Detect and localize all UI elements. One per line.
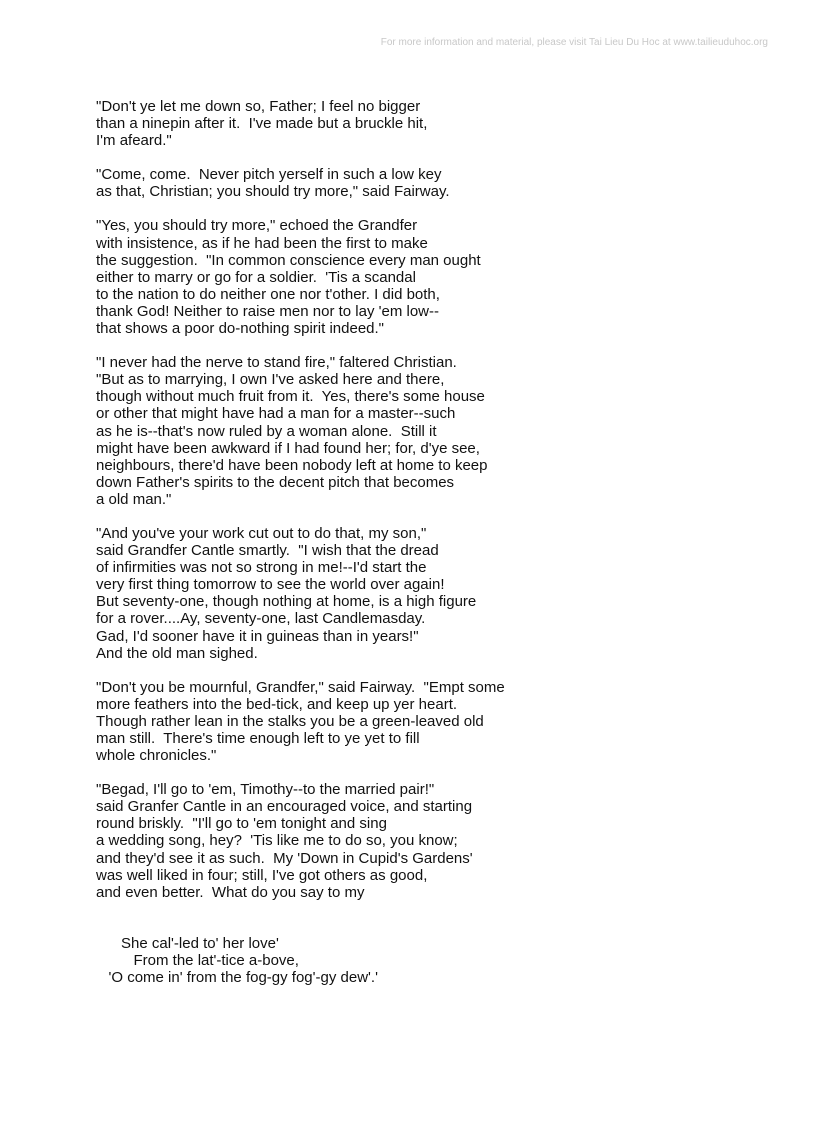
text-line: a wedding song, hey? 'Tis like me to do so, you know; — [96, 832, 458, 850]
text-line: to the nation to do neither one nor t'other. I did both, — [96, 285, 440, 303]
text-line: the suggestion. "In common conscience every man ought — [96, 251, 481, 269]
text-line: said Grandfer Cantle smartly. "I wish that the dread — [96, 542, 439, 560]
paragraph — [96, 354, 776, 508]
text-line: might have been awkward if I had found her; for, d'ye see, — [96, 439, 480, 457]
text-line: with insistence, as if he had been the first to make — [96, 234, 428, 252]
text-line: very first thing tomorrow to see the world over again! — [96, 576, 445, 594]
text-line: "Begad, I'll go to 'em, Timothy--to the married pair!" — [96, 781, 435, 799]
text-line: that shows a poor do-nothing spirit indeed." — [96, 320, 385, 338]
text-line: either to marry or go for a soldier. 'Tis a scandal — [96, 268, 416, 286]
text-line: down Father's spirits to the decent pitch that becomes — [96, 473, 455, 491]
text-line: more feathers into the bed-tick, and keep up yer heart. — [96, 695, 458, 713]
text-line: man still. There's time enough left to ye yet to fill — [96, 730, 420, 747]
paragraph — [96, 781, 776, 901]
text-line: "I never had the nerve to stand fire," faltered Christian. — [96, 354, 457, 372]
text-line: Gad, I'd sooner have it in guineas than in years!" — [96, 627, 419, 645]
text-line: "Yes, you should try more," echoed the Grandfer — [96, 217, 418, 235]
text-line: "But as to marrying, I own I've asked here and there, — [96, 371, 445, 389]
text-line: neighbours, there'd have been nobody left at home to keep — [96, 456, 488, 474]
text-line: and they'd see it as such. My 'Down in Cupid's Gardens' — [96, 849, 473, 867]
text-line: and even better. What do you say to my — [96, 883, 365, 901]
paragraph — [96, 217, 776, 337]
page-header-link-text: For more information and material, please visit Tai Lieu Du Hoc at www.tailieuduhoc.org — [380, 37, 768, 48]
text-line: I'm afeard." — [96, 132, 172, 150]
paragraph — [96, 98, 776, 149]
text-line: a old man." — [96, 490, 172, 508]
text-line: said Granfer Cantle in an encouraged voice, and starting — [96, 798, 473, 816]
text-line: for a rover....Ay, seventy-one, last Candlemasday. — [96, 610, 426, 628]
text-line: as he is--that's now ruled by a woman alone. Still it — [96, 422, 437, 440]
song-verse — [96, 935, 378, 987]
text-line: of infirmities was not so strong in me!--I'd start the — [96, 559, 427, 577]
text-line: though without much fruit from it. Yes, there's some house — [96, 388, 485, 406]
text-line: "Don't you be mournful, Grandfer," said Fairway. "Empt some — [96, 678, 505, 696]
verse-line: 'O come in' from the fog-gy fog'-gy dew'.' — [96, 969, 378, 987]
paragraph — [96, 525, 776, 662]
text-line: was well liked in four; still, I've got others as good, — [96, 866, 428, 884]
text-line: thank God! Neither to raise men nor to lay 'em low-- — [96, 302, 440, 320]
body-text — [96, 98, 776, 918]
text-line: whole chronicles." — [96, 747, 217, 765]
text-line: Though rather lean in the stalks you be a green-leaved old — [96, 712, 484, 730]
text-line: round briskly. "I'll go to 'em tonight and sing — [96, 815, 387, 833]
verse-line: She cal'-led to' her love' — [96, 935, 279, 952]
text-line: as that, Christian; you should try more," said Fairway. — [96, 183, 450, 201]
paragraph — [96, 679, 776, 764]
text-line: or other that might have had a man for a master--such — [96, 405, 456, 423]
text-line: than a ninepin after it. I've made but a bruckle hit, — [96, 115, 428, 133]
text-line: But seventy-one, though nothing at home, is a high figure — [96, 593, 477, 611]
verse-line: From the lat'-tice a-bove, — [96, 952, 299, 970]
text-line: And the old man sighed. — [96, 644, 258, 662]
text-line: "Come, come. Never pitch yerself in such a low key — [96, 166, 442, 184]
text-line: "And you've your work cut out to do that, my son," — [96, 524, 427, 542]
text-line: "Don't ye let me down so, Father; I feel no bigger — [96, 98, 421, 115]
paragraph — [96, 166, 776, 200]
